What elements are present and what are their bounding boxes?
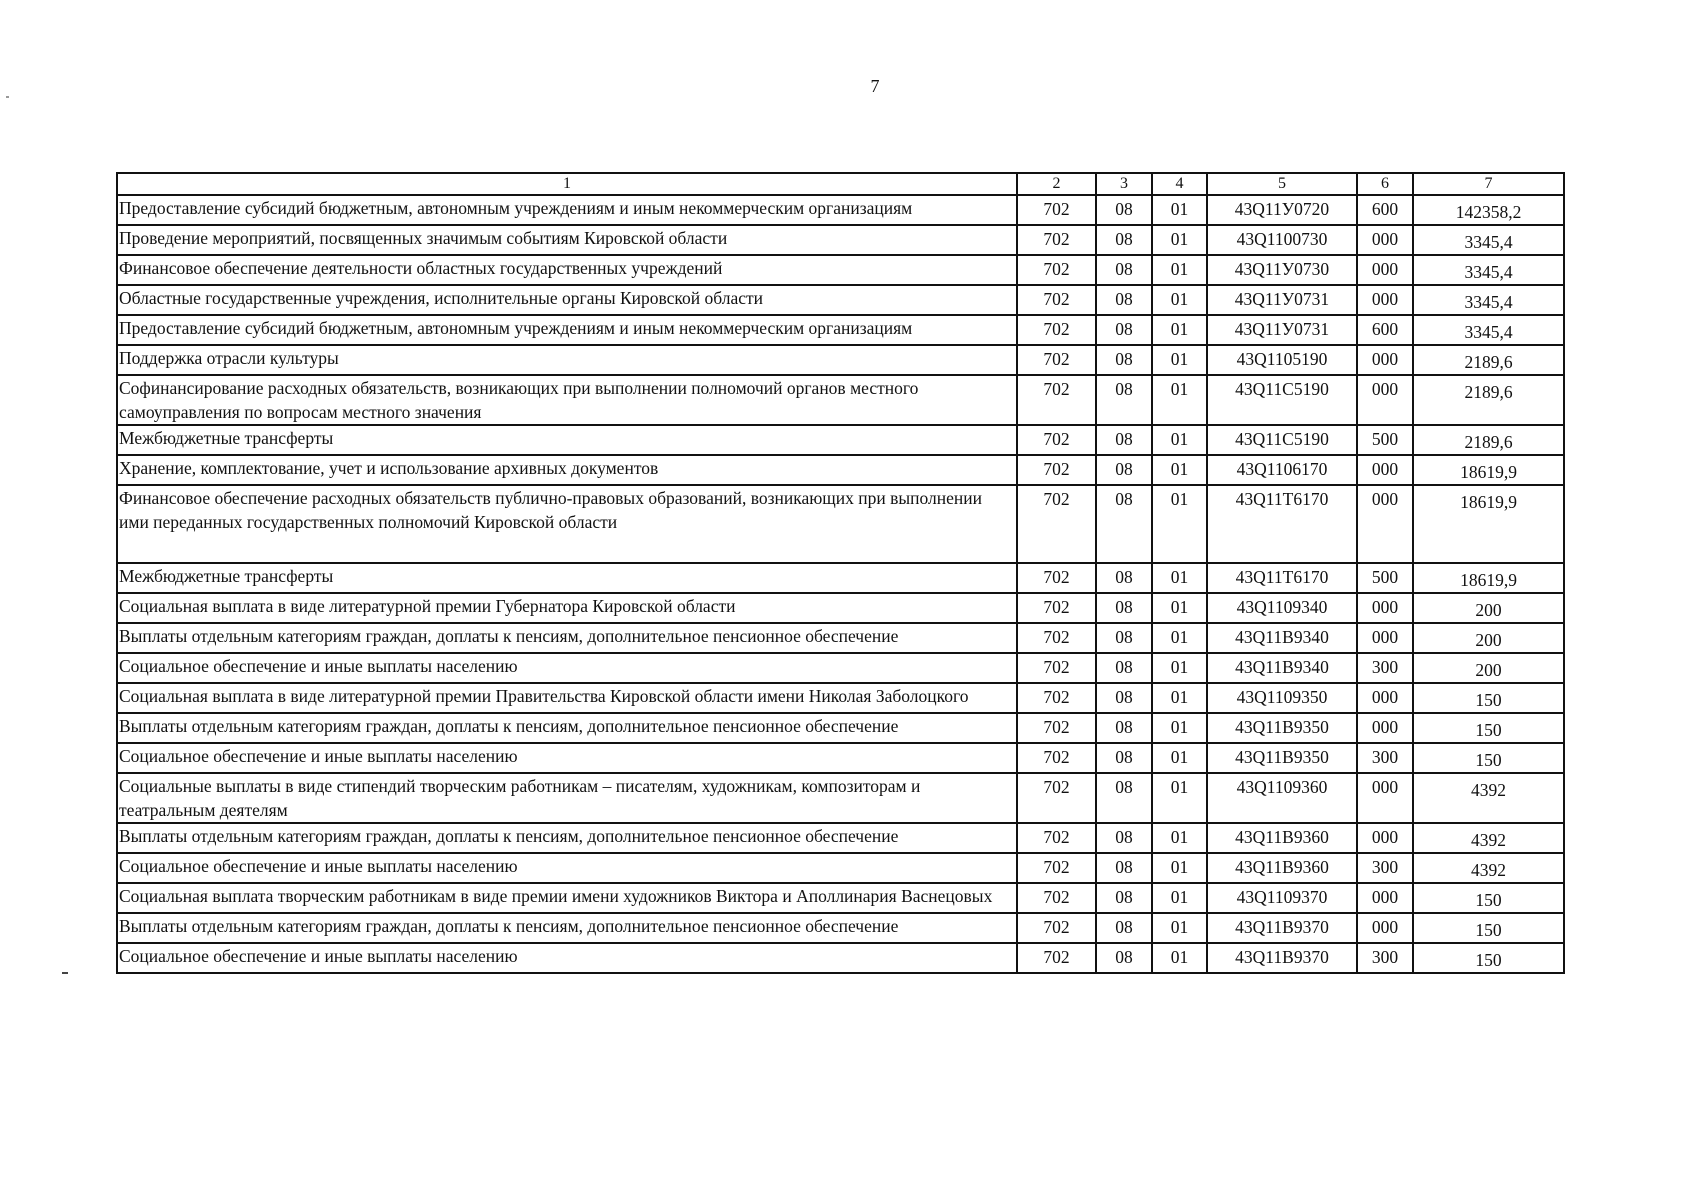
row-col-6: 600 — [1357, 315, 1413, 345]
row-col-2: 702 — [1017, 375, 1096, 425]
row-col-6: 000 — [1357, 255, 1413, 285]
row-col-3: 08 — [1096, 773, 1152, 823]
row-col-6: 000 — [1357, 285, 1413, 315]
row-col-5: 43Q1109340 — [1207, 593, 1357, 623]
row-col-3: 08 — [1096, 853, 1152, 883]
row-col-4: 01 — [1152, 913, 1207, 943]
row-name: Выплаты отдельным категориям граждан, доплаты к пенсиям, дополнительное пенсионное обеспечение — [117, 913, 1017, 943]
row-name: Предоставление субсидий бюджетным, автономным учреждениям и иным некоммерческим организациям — [117, 315, 1017, 345]
row-col-5: 43Q11У0730 — [1207, 255, 1357, 285]
row-col-3: 08 — [1096, 743, 1152, 773]
row-col-3: 08 — [1096, 653, 1152, 683]
row-name: Проведение мероприятий, посвященных значимым событиям Кировской области — [117, 225, 1017, 255]
row-col-4: 01 — [1152, 683, 1207, 713]
row-col-4: 01 — [1152, 375, 1207, 425]
row-col-6: 000 — [1357, 713, 1413, 743]
row-col-4: 01 — [1152, 315, 1207, 345]
row-col-2: 702 — [1017, 345, 1096, 375]
row-col-6: 000 — [1357, 683, 1413, 713]
row-col-4: 01 — [1152, 563, 1207, 593]
row-col-6: 500 — [1357, 425, 1413, 455]
row-name: Социальная выплата творческим работникам в виде премии имени художников Виктора и Аполлинария Васнецовых — [117, 883, 1017, 913]
row-col-7: 18619,9 — [1413, 563, 1564, 593]
row-col-6: 300 — [1357, 743, 1413, 773]
row-col-3: 08 — [1096, 225, 1152, 255]
row-col-5: 43Q11B9340 — [1207, 623, 1357, 653]
row-col-2: 702 — [1017, 743, 1096, 773]
header-col-3: 3 — [1096, 173, 1152, 195]
table-row — [117, 563, 1564, 593]
row-col-5: 43Q11У0731 — [1207, 315, 1357, 345]
row-col-7: 150 — [1413, 743, 1564, 773]
row-col-5: 43Q11B9360 — [1207, 853, 1357, 883]
row-col-6: 300 — [1357, 653, 1413, 683]
row-col-6: 500 — [1357, 563, 1413, 593]
row-col-4: 01 — [1152, 285, 1207, 315]
row-col-3: 08 — [1096, 713, 1152, 743]
row-col-7: 150 — [1413, 913, 1564, 943]
row-col-5: 43Q1100730 — [1207, 225, 1357, 255]
row-col-3: 08 — [1096, 425, 1152, 455]
row-col-4: 01 — [1152, 225, 1207, 255]
row-name: Выплаты отдельным категориям граждан, доплаты к пенсиям, дополнительное пенсионное обеспечение — [117, 823, 1017, 853]
row-name: Софинансирование расходных обязательств, возникающих при выполнении полномочий органов местного самоуправления по вопросам местного значения — [117, 375, 1017, 425]
row-col-6: 600 — [1357, 195, 1413, 225]
row-name: Социальное обеспечение и иные выплаты населению — [117, 853, 1017, 883]
table-row — [117, 823, 1564, 853]
table-row — [117, 713, 1564, 743]
table-row — [117, 225, 1564, 255]
row-col-3: 08 — [1096, 913, 1152, 943]
row-col-6: 300 — [1357, 853, 1413, 883]
row-col-5: 43Q11У0720 — [1207, 195, 1357, 225]
row-col-7: 2189,6 — [1413, 425, 1564, 455]
row-col-2: 702 — [1017, 485, 1096, 563]
row-col-3: 08 — [1096, 315, 1152, 345]
header-col-6: 6 — [1357, 173, 1413, 195]
row-col-5: 43Q11B9360 — [1207, 823, 1357, 853]
row-col-7: 3345,4 — [1413, 255, 1564, 285]
row-col-6: 000 — [1357, 375, 1413, 425]
row-col-7: 3345,4 — [1413, 285, 1564, 315]
table-row — [117, 913, 1564, 943]
header-col-5: 5 — [1207, 173, 1357, 195]
row-col-2: 702 — [1017, 853, 1096, 883]
header-col-4: 4 — [1152, 173, 1207, 195]
row-col-7: 4392 — [1413, 823, 1564, 853]
table-row — [117, 623, 1564, 653]
table-row — [117, 593, 1564, 623]
row-col-2: 702 — [1017, 225, 1096, 255]
row-name: Социальная выплата в виде литературной премии Губернатора Кировской области — [117, 593, 1017, 623]
row-col-6: 000 — [1357, 485, 1413, 563]
row-col-2: 702 — [1017, 623, 1096, 653]
row-col-2: 702 — [1017, 883, 1096, 913]
table-row — [117, 773, 1564, 823]
row-col-4: 01 — [1152, 425, 1207, 455]
row-col-3: 08 — [1096, 485, 1152, 563]
row-col-5: 43Q11C5190 — [1207, 425, 1357, 455]
row-col-4: 01 — [1152, 853, 1207, 883]
row-col-2: 702 — [1017, 255, 1096, 285]
row-col-2: 702 — [1017, 455, 1096, 485]
row-name: Поддержка отрасли культуры — [117, 345, 1017, 375]
row-col-4: 01 — [1152, 823, 1207, 853]
row-col-7: 2189,6 — [1413, 375, 1564, 425]
row-col-6: 300 — [1357, 943, 1413, 973]
row-col-5: 43Q1109360 — [1207, 773, 1357, 823]
row-col-5: 43Q11B9350 — [1207, 743, 1357, 773]
row-col-3: 08 — [1096, 883, 1152, 913]
row-name: Выплаты отдельным категориям граждан, доплаты к пенсиям, дополнительное пенсионное обеспечение — [117, 623, 1017, 653]
row-col-3: 08 — [1096, 345, 1152, 375]
table-row — [117, 195, 1564, 225]
row-col-6: 000 — [1357, 593, 1413, 623]
row-name: Областные государственные учреждения, исполнительные органы Кировской области — [117, 285, 1017, 315]
table-row — [117, 743, 1564, 773]
row-name: Финансовое обеспечение расходных обязательств публично-правовых образований, возникающих при выполнении ими переданных государственных полномочий Кировской области — [117, 485, 1017, 563]
row-col-2: 702 — [1017, 713, 1096, 743]
table-row — [117, 315, 1564, 345]
row-col-4: 01 — [1152, 883, 1207, 913]
row-col-7: 150 — [1413, 943, 1564, 973]
row-col-7: 200 — [1413, 653, 1564, 683]
row-name: Социальное обеспечение и иные выплаты населению — [117, 743, 1017, 773]
budget-table — [116, 172, 1565, 974]
row-col-7: 4392 — [1413, 853, 1564, 883]
row-col-5: 43Q11B9340 — [1207, 653, 1357, 683]
row-col-7: 142358,2 — [1413, 195, 1564, 225]
row-col-6: 000 — [1357, 823, 1413, 853]
row-col-3: 08 — [1096, 255, 1152, 285]
row-col-3: 08 — [1096, 823, 1152, 853]
header-row — [117, 173, 1564, 195]
row-name: Выплаты отдельным категориям граждан, доплаты к пенсиям, дополнительное пенсионное обеспечение — [117, 713, 1017, 743]
row-name: Социальные выплаты в виде стипендий творческим работникам – писателям, художникам, композиторам и театральным деятелям — [117, 773, 1017, 823]
row-col-5: 43Q1105190 — [1207, 345, 1357, 375]
row-col-2: 702 — [1017, 285, 1096, 315]
row-col-6: 000 — [1357, 455, 1413, 485]
table-row — [117, 455, 1564, 485]
row-col-4: 01 — [1152, 485, 1207, 563]
table-row — [117, 345, 1564, 375]
row-col-5: 43Q1109350 — [1207, 683, 1357, 713]
row-col-2: 702 — [1017, 563, 1096, 593]
row-col-4: 01 — [1152, 455, 1207, 485]
row-col-5: 43Q1106170 — [1207, 455, 1357, 485]
table-row — [117, 425, 1564, 455]
table-row — [117, 375, 1564, 425]
row-col-4: 01 — [1152, 653, 1207, 683]
row-col-4: 01 — [1152, 593, 1207, 623]
row-col-4: 01 — [1152, 623, 1207, 653]
header-col-2: 2 — [1017, 173, 1096, 195]
row-col-2: 702 — [1017, 195, 1096, 225]
row-col-4: 01 — [1152, 943, 1207, 973]
row-col-5: 43Q11B9370 — [1207, 913, 1357, 943]
header-col-1: 1 — [117, 173, 1017, 195]
row-col-7: 2189,6 — [1413, 345, 1564, 375]
row-col-2: 702 — [1017, 653, 1096, 683]
table-row — [117, 853, 1564, 883]
row-col-6: 000 — [1357, 623, 1413, 653]
row-col-2: 702 — [1017, 315, 1096, 345]
row-col-5: 43Q11B9350 — [1207, 713, 1357, 743]
row-col-4: 01 — [1152, 713, 1207, 743]
row-col-6: 000 — [1357, 883, 1413, 913]
row-col-4: 01 — [1152, 743, 1207, 773]
row-col-3: 08 — [1096, 195, 1152, 225]
row-col-7: 200 — [1413, 623, 1564, 653]
row-col-3: 08 — [1096, 375, 1152, 425]
row-col-2: 702 — [1017, 425, 1096, 455]
row-col-3: 08 — [1096, 683, 1152, 713]
row-col-5: 43Q1109370 — [1207, 883, 1357, 913]
row-name: Межбюджетные трансферты — [117, 563, 1017, 593]
row-col-4: 01 — [1152, 195, 1207, 225]
row-col-3: 08 — [1096, 455, 1152, 485]
row-col-5: 43Q11У0731 — [1207, 285, 1357, 315]
row-col-7: 18619,9 — [1413, 455, 1564, 485]
page-number: 7 — [870, 76, 880, 96]
row-name: Финансовое обеспечение деятельности областных государственных учреждений — [117, 255, 1017, 285]
row-col-3: 08 — [1096, 593, 1152, 623]
row-col-7: 3345,4 — [1413, 315, 1564, 345]
row-col-4: 01 — [1152, 345, 1207, 375]
row-col-7: 200 — [1413, 593, 1564, 623]
table-row — [117, 683, 1564, 713]
row-col-4: 01 — [1152, 773, 1207, 823]
row-col-5: 43Q11C5190 — [1207, 375, 1357, 425]
row-col-7: 3345,4 — [1413, 225, 1564, 255]
row-col-7: 4392 — [1413, 773, 1564, 823]
row-col-3: 08 — [1096, 623, 1152, 653]
header-col-7: 7 — [1413, 173, 1564, 195]
row-col-5: 43Q11T6170 — [1207, 485, 1357, 563]
row-col-2: 702 — [1017, 773, 1096, 823]
row-col-5: 43Q11B9370 — [1207, 943, 1357, 973]
row-col-2: 702 — [1017, 593, 1096, 623]
table-row — [117, 653, 1564, 683]
row-col-2: 702 — [1017, 943, 1096, 973]
row-col-7: 150 — [1413, 713, 1564, 743]
row-col-3: 08 — [1096, 943, 1152, 973]
row-col-4: 01 — [1152, 255, 1207, 285]
row-name: Социальное обеспечение и иные выплаты населению — [117, 653, 1017, 683]
row-col-2: 702 — [1017, 913, 1096, 943]
table-row — [117, 285, 1564, 315]
row-col-6: 000 — [1357, 913, 1413, 943]
table-row — [117, 943, 1564, 973]
table-row — [117, 255, 1564, 285]
row-col-6: 000 — [1357, 225, 1413, 255]
row-col-3: 08 — [1096, 285, 1152, 315]
row-col-7: 150 — [1413, 683, 1564, 713]
row-col-7: 18619,9 — [1413, 485, 1564, 563]
row-col-5: 43Q11T6170 — [1207, 563, 1357, 593]
row-col-6: 000 — [1357, 345, 1413, 375]
row-col-7: 150 — [1413, 883, 1564, 913]
row-name: Межбюджетные трансферты — [117, 425, 1017, 455]
row-col-6: 000 — [1357, 773, 1413, 823]
table-row — [117, 883, 1564, 913]
row-col-2: 702 — [1017, 823, 1096, 853]
margin-dash — [62, 972, 68, 974]
row-col-3: 08 — [1096, 563, 1152, 593]
table-row — [117, 485, 1564, 563]
row-col-2: 702 — [1017, 683, 1096, 713]
row-name: Хранение, комплектование, учет и использование архивных документов — [117, 455, 1017, 485]
row-name: Социальная выплата в виде литературной премии Правительства Кировской области имени Николая Заболоцкого — [117, 683, 1017, 713]
row-name: Социальное обеспечение и иные выплаты населению — [117, 943, 1017, 973]
row-name: Предоставление субсидий бюджетным, автономным учреждениям и иным некоммерческим организациям — [117, 195, 1017, 225]
